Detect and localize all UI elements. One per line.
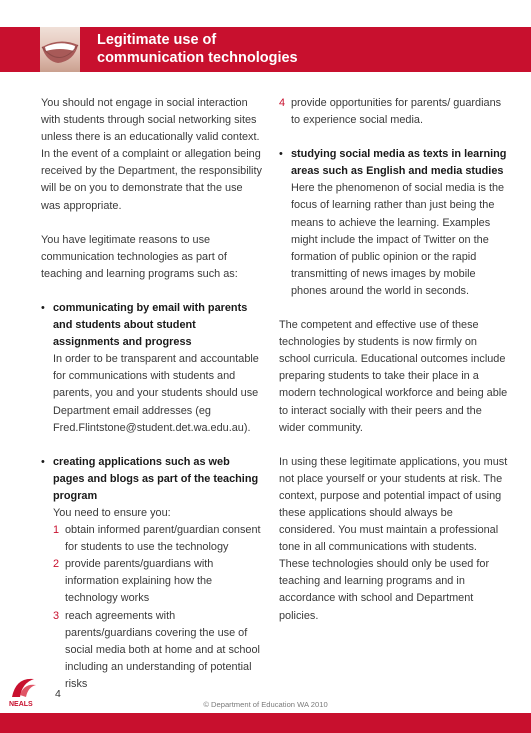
bullet-marker: •: [41, 301, 45, 314]
bullet-email-body: In order to be transparent and accountable for communications with students and parents, you and your students should use Department email addresses (eg Fred.Flintstone@student.det.wa.edu.au).: [53, 353, 259, 434]
list-item-4: [279, 95, 509, 129]
numbered-list: [53, 522, 263, 693]
list-number: 2: [53, 558, 60, 571]
list-item-text: reach agreements with parents/guardians covering the use of social media both at home and at school including an understanding of potential risks: [65, 609, 260, 690]
bullet-social-media-body: Here the phenomenon of social media is the focus of learning rather than just being the means to achieve the learning. Examples might include the impact of Twitter on the formation of public opinion or the rapid transmitting of news images by mobile phones around the world in seconds.: [291, 182, 505, 297]
list-number: 1: [53, 524, 60, 537]
lead-paragraph: You have legitimate reasons to use communication technologies as part of teaching and learning programs such as:: [41, 233, 238, 280]
curricula-paragraph: The competent and effective use of these technologies by students is now firmly on school curricula. Educational outcomes include preparing students to take their place in a modern technological workforce and being able to interact socially with their peers and the wider community.: [279, 319, 508, 434]
list-number: 4: [279, 97, 286, 109]
bullet-web-pages-title: creating applications such as web pages and blogs as part of the teaching program: [53, 455, 259, 502]
bullet-marker: •: [279, 148, 283, 161]
copyright-notice: © Department of Education WA 2010: [203, 700, 328, 709]
list-number: 3: [53, 609, 60, 622]
list-item-3: [53, 608, 263, 693]
bullet-email: [41, 300, 263, 437]
bullet-marker: •: [41, 455, 45, 468]
list-item-1: [53, 522, 263, 556]
bullet-web-pages-body: You need to ensure you:: [53, 506, 171, 519]
page-title: [97, 31, 298, 67]
page-title-line-1: Legitimate use of: [97, 32, 217, 48]
left-column: [41, 95, 263, 693]
logo-text: NEALS: [9, 701, 33, 708]
list-item-text: provide parents/guardians with information explaining how the technology works: [65, 558, 214, 605]
bullet-social-media-texts: [279, 146, 509, 300]
smiling-mouth-photo: [40, 27, 80, 72]
right-column: [279, 95, 509, 625]
bullet-social-media-title: studying social media as texts in learning areas such as English and media studies: [291, 148, 507, 178]
footer-bar: [0, 713, 531, 733]
list-item-text: provide opportunities for parents/ guardians to experience social media.: [291, 97, 502, 127]
page-number: 4: [55, 688, 61, 700]
bullet-email-title: communicating by email with parents and students about student assignments and progress: [53, 301, 248, 349]
risk-paragraph: In using these legitimate applications, you must not place yourself or your students at risk. The context, purpose and potential impact of using these applications should always be considered. You must maintain a professional tone in all communications with students. These technologies should only be used for teaching and learning programs and in accordance with school and Department policies.: [279, 455, 508, 622]
page-title-line-2: communication technologies: [97, 50, 298, 66]
list-item-2: [53, 556, 263, 607]
header-banner: [0, 27, 531, 72]
list-item-text: obtain informed parent/guardian consent for students to use the technology: [65, 524, 261, 554]
intro-paragraph: You should not engage in social interaction with students through social networking sites unless there is an educationally valid context. In the event of a complaint or allegation being received by the Department, the responsibility will be on you to demonstrate that the use was appropriate.: [41, 97, 262, 212]
bullet-web-pages: [41, 454, 263, 693]
